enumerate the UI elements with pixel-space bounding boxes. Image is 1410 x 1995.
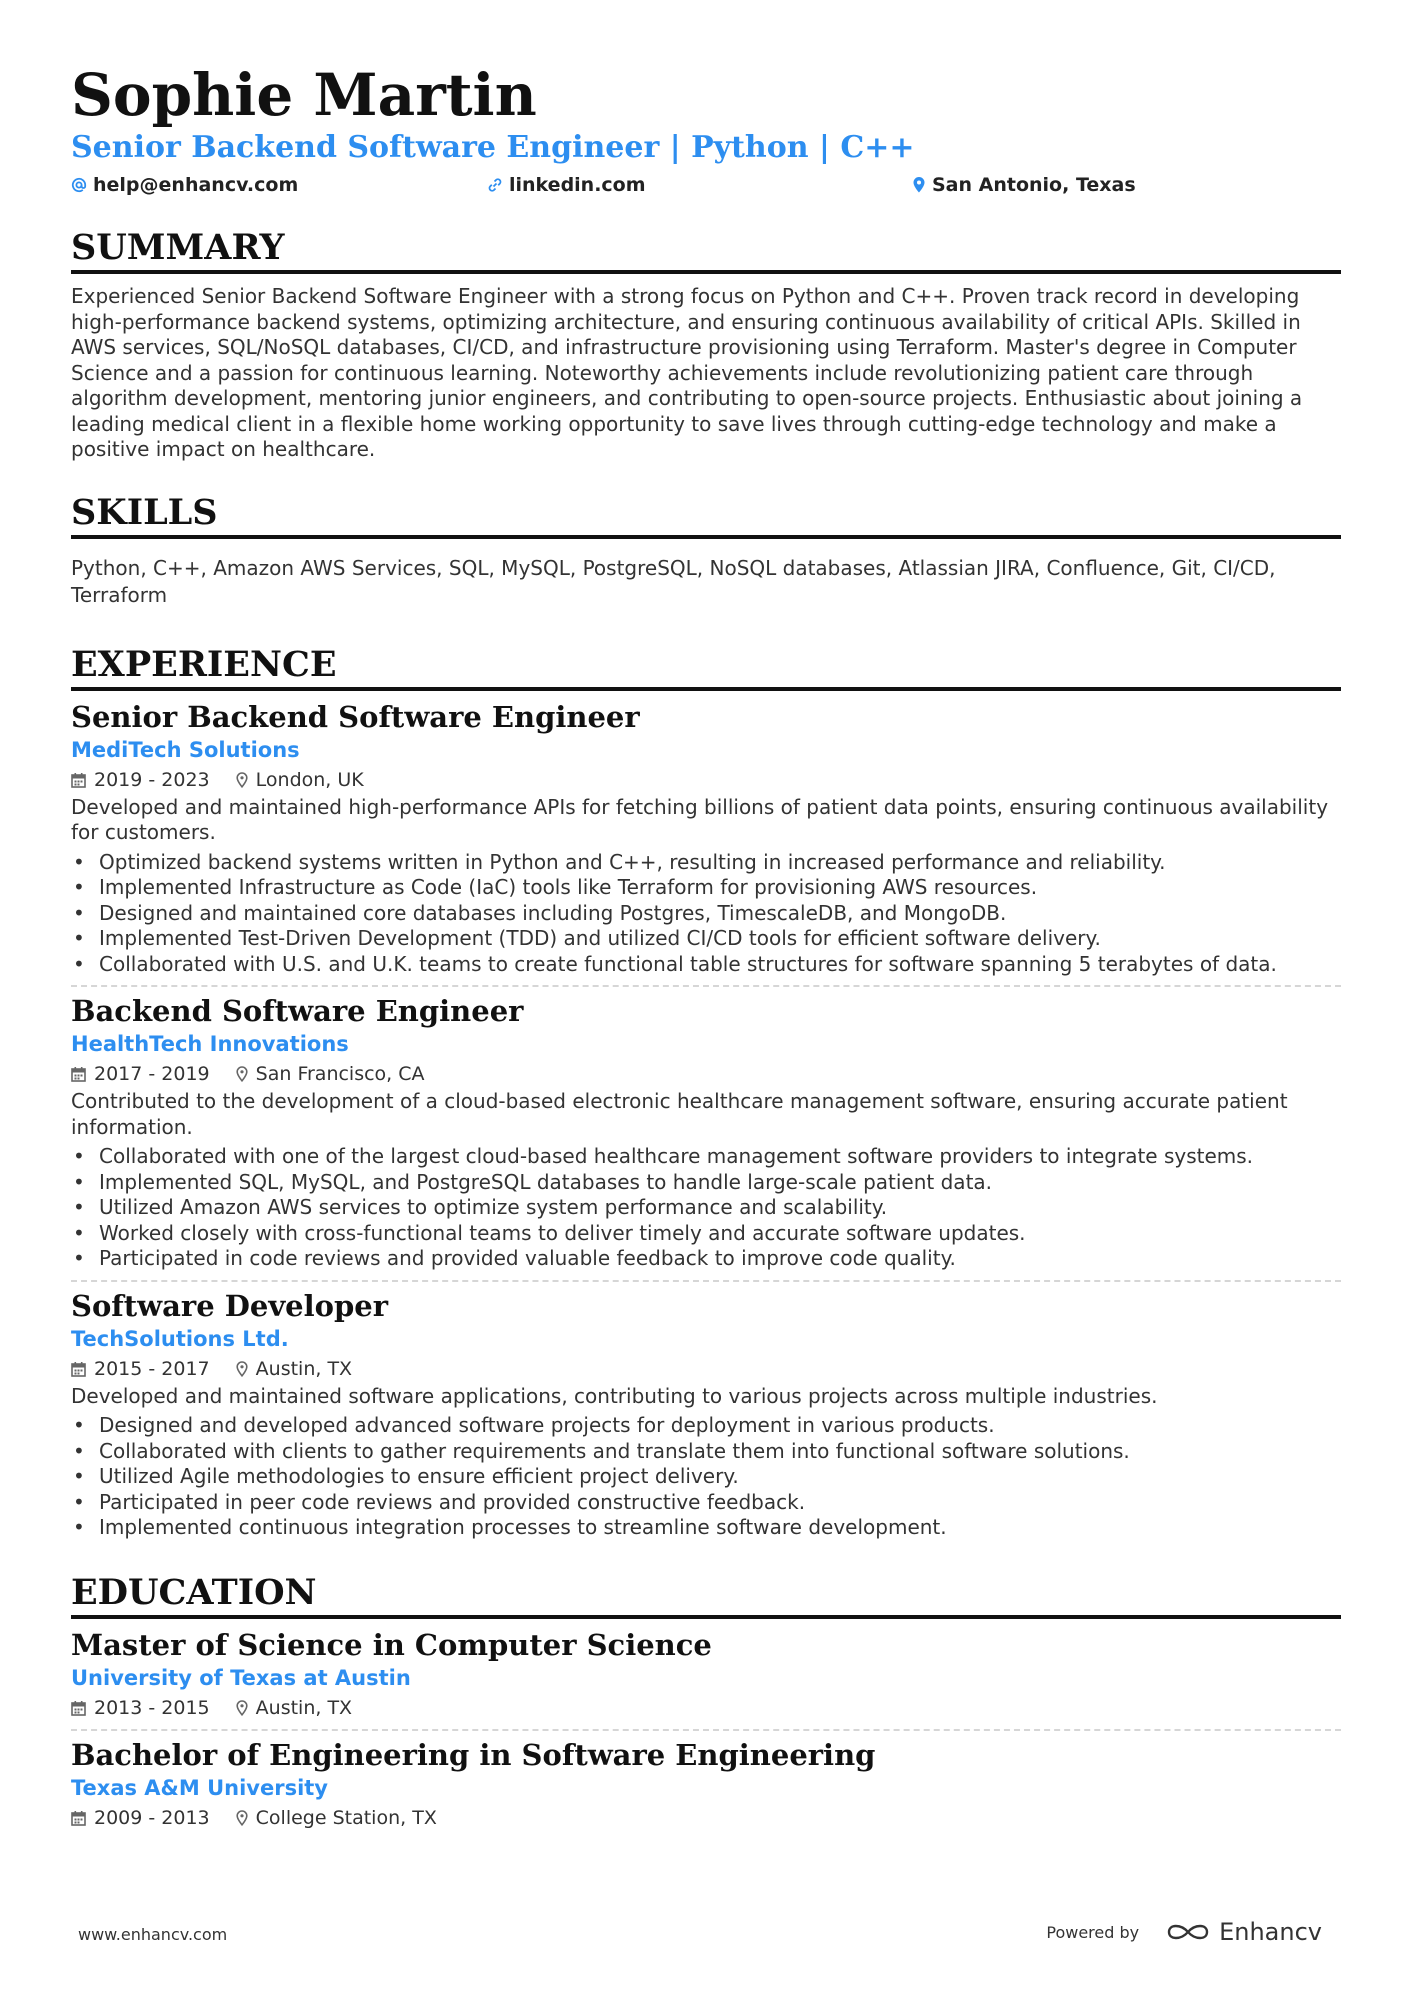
job-meta — [71, 765, 1341, 795]
location-pin-icon — [236, 1700, 248, 1716]
resume-page — [71, 60, 1341, 1833]
job-location: San Francisco, CA — [255, 1063, 425, 1085]
degree-title: Bachelor of Engineering in Software Engineering — [71, 1737, 876, 1772]
candidate-title: Senior Backend Software Engineer | Python | C++ — [71, 130, 915, 165]
job-dates: 2019 - 2023 — [94, 768, 210, 791]
powered-by-text: Powered by — [1046, 1922, 1140, 1942]
contact-email[interactable] — [71, 174, 487, 196]
education-entry — [71, 1737, 1341, 1833]
calendar-icon — [71, 1066, 86, 1082]
linkedin-text: linkedin.com — [509, 174, 646, 196]
education-heading: EDUCATION — [71, 1571, 1341, 1619]
job-bullets — [71, 850, 1341, 978]
job-meta — [71, 1059, 1341, 1089]
list-item: • Collaborated with U.S. and U.K. teams to create functional table structures for software spanning 5 terabytes of data. — [71, 952, 1341, 978]
experience-entry — [71, 1288, 1341, 1541]
list-item: • Utilized Amazon AWS services to optimize system performance and scalability. — [71, 1195, 1341, 1221]
list-item: • Designed and developed advanced software projects for deployment in various products. — [71, 1413, 1341, 1439]
link-icon — [487, 177, 503, 193]
list-item: • Implemented Infrastructure as Code (IaC) tools like Terraform for provisioning AWS resources. — [71, 875, 1341, 901]
list-item: • Implemented Test-Driven Development (TDD) and utilized CI/CD tools for efficient software delivery. — [71, 926, 1341, 952]
list-item: • Implemented SQL, MySQL, and PostgreSQL databases to handle large-scale patient data. — [71, 1170, 1341, 1196]
list-item: • Implemented continuous integration processes to streamline software development. — [71, 1515, 1341, 1541]
job-dates: 2017 - 2019 — [94, 1063, 210, 1085]
experience-section — [71, 643, 1341, 1541]
job-meta — [71, 1354, 1341, 1384]
school-name: Texas A&M University — [71, 1775, 328, 1800]
summary-text: Experienced Senior Backend Software Engineer with a strong focus on Python and C++. Proven track record in developing high-performance backend systems, optimizing architecture, and ensuring continuous availability of critical APIs. Skilled in AWS services, SQL/NoSQL databases, CI/CD, and infrastructure provisioning using Terraform. Master's degree in Computer Science and a passion for continuous learning. Noteworthy achievements include revolutionizing patient care through algorithm development, mentoring junior engineers, and contributing to open-source projects. Enthusiastic about joining a leading medical client in a flexible home working opportunity to save lives through cutting-edge technology and make a positive impact on healthcare. — [71, 284, 1303, 461]
location-pin-icon — [236, 772, 248, 788]
summary-heading: SUMMARY — [71, 226, 1341, 274]
list-item: • Worked closely with cross-functional teams to deliver timely and accurate software updates. — [71, 1221, 1341, 1247]
education-entry — [71, 1627, 1341, 1731]
calendar-icon — [71, 1700, 86, 1716]
education-dates: 2013 - 2015 — [94, 1696, 210, 1719]
skills-section — [71, 491, 1341, 609]
experience-entry — [71, 993, 1341, 1282]
at-icon — [71, 177, 87, 193]
list-item: • Participated in code reviews and provided valuable feedback to improve code quality. — [71, 1246, 1341, 1272]
enhancv-logo[interactable] — [1165, 1918, 1322, 1946]
education-section — [71, 1571, 1341, 1833]
skills-text: Python, C++, Amazon AWS Services, SQL, MySQL, PostgreSQL, NoSQL databases, Atlassian JIRA, Confluence, Git, CI/CD, Terraform — [71, 555, 1276, 607]
skills-heading: SKILLS — [71, 491, 1341, 539]
location-text: San Antonio, Texas — [932, 174, 1136, 196]
experience-entry — [71, 699, 1341, 988]
degree-title: Master of Science in Computer Science — [71, 1627, 712, 1662]
school-name: University of Texas at Austin — [71, 1665, 411, 1690]
education-location: College Station, TX — [255, 1806, 437, 1829]
entry-divider — [71, 1280, 1341, 1282]
entry-divider — [71, 985, 1341, 987]
company-name: MediTech Solutions — [71, 737, 300, 762]
infinity-logo-icon — [1165, 1920, 1211, 1944]
brand-name: Enhancv — [1219, 1918, 1322, 1946]
email-text: help@enhancv.com — [93, 174, 299, 196]
job-location: London, UK — [255, 768, 364, 791]
list-item: • Collaborated with clients to gather requirements and translate them into functional software solutions. — [71, 1439, 1341, 1465]
calendar-icon — [71, 1810, 86, 1826]
location-pin-icon — [236, 1066, 248, 1082]
job-description: Developed and maintained software applications, contributing to various projects across multiple industries. — [71, 1383, 1158, 1408]
education-meta — [71, 1693, 1341, 1723]
education-meta — [71, 1803, 1341, 1833]
calendar-icon — [71, 1361, 86, 1377]
list-item: • Utilized Agile methodologies to ensure efficient project delivery. — [71, 1464, 1341, 1490]
education-location: Austin, TX — [255, 1696, 353, 1719]
summary-section — [71, 226, 1341, 463]
contact-location — [912, 174, 1136, 196]
job-title: Software Developer — [71, 1288, 389, 1323]
contact-row — [71, 172, 1341, 198]
company-name: TechSolutions Ltd. — [71, 1326, 289, 1351]
calendar-icon — [71, 772, 86, 788]
location-pin-icon — [912, 176, 926, 194]
job-description: Contributed to the development of a cloud-based electronic healthcare management software, ensuring accurate patient information. — [71, 1089, 1288, 1139]
list-item: • Optimized backend systems written in Python and C++, resulting in increased performance and reliability. — [71, 850, 1341, 876]
list-item: • Collaborated with one of the largest cloud-based healthcare management software providers to integrate systems. — [71, 1144, 1341, 1170]
location-pin-icon — [236, 1361, 248, 1377]
entry-divider — [71, 1729, 1341, 1731]
job-location: Austin, TX — [255, 1357, 353, 1380]
footer-website[interactable]: www.enhancv.com — [78, 1925, 228, 1944]
job-title: Senior Backend Software Engineer — [71, 699, 640, 734]
job-dates: 2015 - 2017 — [94, 1357, 210, 1380]
company-name: HealthTech Innovations — [71, 1032, 349, 1056]
list-item: • Designed and maintained core databases including Postgres, TimescaleDB, and MongoDB. — [71, 901, 1341, 927]
job-bullets — [71, 1144, 1341, 1272]
footer-branding — [1046, 1918, 1322, 1946]
contact-linkedin[interactable] — [487, 174, 912, 196]
job-title: Backend Software Engineer — [71, 994, 524, 1028]
location-pin-icon — [236, 1810, 248, 1826]
experience-heading: EXPERIENCE — [71, 643, 1341, 691]
education-dates: 2009 - 2013 — [94, 1806, 210, 1829]
job-bullets — [71, 1413, 1341, 1541]
candidate-name: Sophie Martin — [71, 61, 537, 129]
list-item: • Participated in peer code reviews and provided constructive feedback. — [71, 1490, 1341, 1516]
job-description: Developed and maintained high-performance APIs for fetching billions of patient data points, ensuring continuous availability for customers. — [71, 794, 1329, 844]
